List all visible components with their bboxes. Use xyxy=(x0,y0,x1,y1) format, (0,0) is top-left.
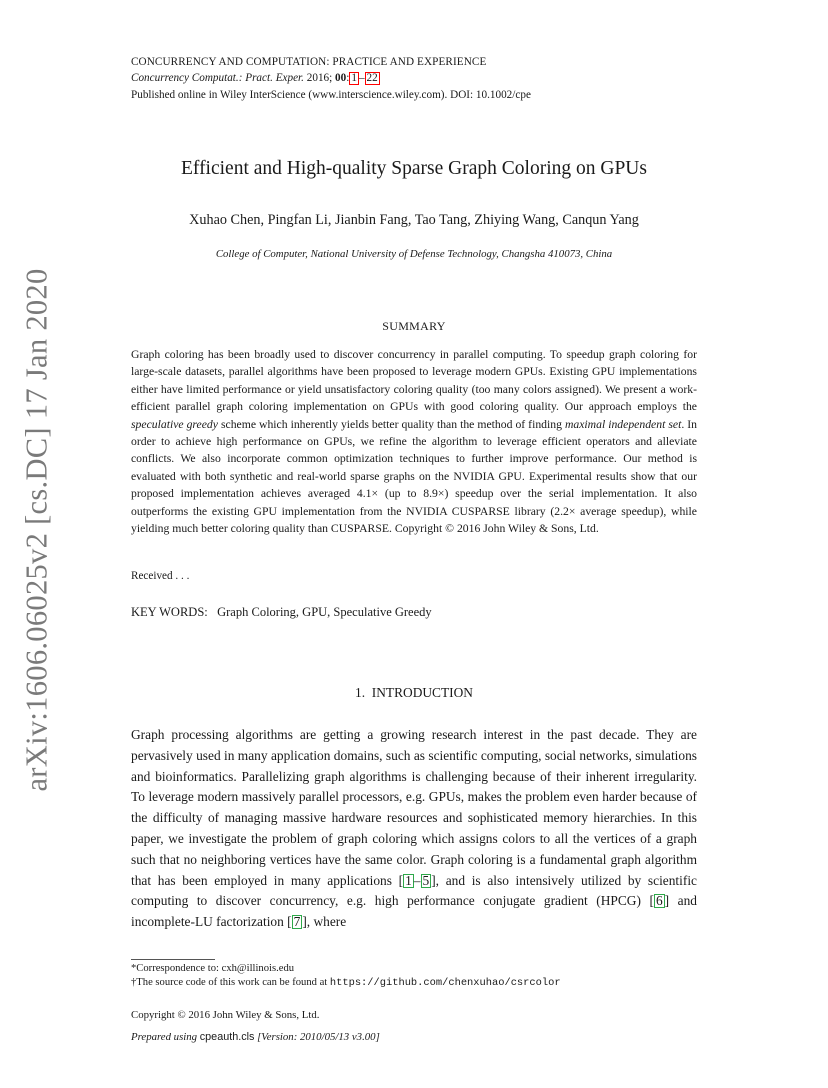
citation-link[interactable]: 1 xyxy=(405,872,412,888)
page-start-link[interactable]: 1 xyxy=(351,72,357,84)
summary-heading: SUMMARY xyxy=(382,319,446,333)
footnote-correspondence: *Correspondence to: cxh@illinois.edu xyxy=(131,963,295,974)
copyright-footer: Copyright © 2016 John Wiley & Sons, Ltd. xyxy=(131,1009,320,1021)
citation-prefix: Concurrency Computat.: Pract. Exper. xyxy=(131,72,304,84)
citation-line: Concurrency Computat.: Pract. Exper. 2016; 00: 1 – 22 xyxy=(131,72,378,84)
page-dash: – xyxy=(358,72,365,84)
page-end-link[interactable]: 22 xyxy=(366,72,378,84)
section-heading-introduction: 1. INTRODUCTION xyxy=(355,685,473,700)
footnote-source-code xyxy=(131,976,561,990)
abstract-emphasis: speculative greedy xyxy=(131,417,218,431)
abstract-part: . In order to achieve high performance on GPUs, we refine the algorithm to leverage efficient operators and alleviate conflicts. We also incorporate common optimization techniques to further improve performance. Our method is evaluated with both synthetic and real-world sparse graphs on the NVIDIA GPU. Experimental results show that our proposed implementation achieves averaged 4.1× (up to 8.9×) speedup over the serial implementation. It also outperforms the existing GPU implementation from the NVIDIA CUSPARSE library (2.2× average speedup), while yielding much better coloring quality than CUSPARSE. Copyright © 2016 John Wiley & Sons, Ltd. xyxy=(131,417,697,536)
paper-authors: Xuhao Chen, Pingfan Li, Jianbin Fang, Tao Tang, Zhiying Wang, Canqun Yang xyxy=(189,212,639,228)
intro-text: Graph processing algorithms are getting a growing research interest in the past decade. They are pervasively used in many application domains, such as scientific computing, social networks, simulations and bioinformatics. Parallelizing graph algorithms is challenging because of their inherent irregularity. To leverage modern massively parallel processors, e.g. GPUs, makes the problem even harder because of the difficulty of managing massive hardware resources and sophisticated memory hierarchies. In this paper, we investigate the problem of graph coloring which assigns colors to all the vertices of a graph such that no neighboring vertices have the same color. Graph coloring is a fundamental graph algorithm that has been employed in many applications [ xyxy=(131,727,697,888)
published-line: Published online in Wiley InterScience (www.interscience.wiley.com). DOI: 10.1002/cpe xyxy=(131,89,531,101)
prepared-using xyxy=(131,1031,380,1043)
keywords-line: KEY WORDS: Graph Coloring, GPU, Speculative Greedy xyxy=(131,605,432,619)
prepared-prefix: Prepared using xyxy=(131,1031,200,1043)
citation-link[interactable]: 6 xyxy=(655,893,663,909)
abstract-part: Graph coloring has been broadly used to discover concurrency in parallel computing. To speedup graph coloring for large-scale datasets, parallel algorithms have been proposed to leverage modern GPUs. Existing GPU implementations either have limited performance or yield unsatisfactory coloring quality (too many colors assigned). We present a work-efficient parallel graph coloring implementation on GPUs with good coloring quality. Our approach employs the xyxy=(131,348,697,414)
citation-link[interactable]: 7 xyxy=(293,914,301,930)
affiliation: College of Computer, National University of Defense Technology, Changsha 410073, China xyxy=(215,248,613,260)
prepared-suffix: [Version: 2010/05/13 v3.00] xyxy=(254,1031,380,1043)
source-code-url[interactable]: https://github.com/chenxuhao/csrcolor xyxy=(329,977,561,989)
introduction-paragraph xyxy=(131,725,697,933)
citation-link[interactable]: 5 xyxy=(422,872,430,888)
abstract-emphasis: maximal independent set xyxy=(564,417,682,431)
paper-title: Efficient and High-quality Sparse Graph Coloring on GPUs xyxy=(181,158,647,179)
journal-header: CONCURRENCY AND COMPUTATION: PRACTICE AND EXPERIENCE xyxy=(131,56,487,68)
intro-text: ], and is also intensively utilized by scientific computing to discover concurrency, e.g. high performance conjugate gradient (HPCG) [ xyxy=(131,872,697,909)
cite-range-dash: – xyxy=(413,872,421,888)
citation-volume: 00 xyxy=(335,72,347,84)
abstract xyxy=(131,346,697,537)
class-file-name: cpeauth.cls xyxy=(199,1031,255,1043)
intro-text: ], where xyxy=(302,914,347,930)
footnote-rule xyxy=(131,959,215,960)
citation-year: 2016; xyxy=(306,72,333,84)
arxiv-stamp-text: arXiv:1606.06025v2 [cs.DC] 17 Jan 2020 xyxy=(19,268,54,792)
abstract-part: scheme which inherently yields better quality than the method of finding xyxy=(217,417,565,431)
footnote-text: †The source code of this work can be found at xyxy=(131,977,330,988)
received-line: Received . . . xyxy=(131,570,190,582)
intro-text: ] and incomplete-LU factorization [ xyxy=(131,893,697,930)
